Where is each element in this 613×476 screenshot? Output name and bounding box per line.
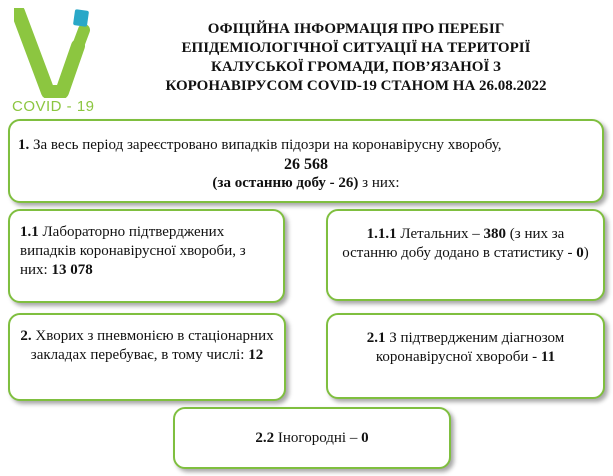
item-text: За весь період зареєстровано випадків підозри на коронавірусну хворобу, xyxy=(29,137,502,153)
title-line: ОФІЦІЙНА ІНФОРМАЦІЯ ПРО ПЕРЕБІГ xyxy=(207,21,505,37)
logo-caption: COVID - 19 xyxy=(12,98,95,115)
page-title xyxy=(112,20,600,96)
item-text: Хворих з пневмонією в стаціонарних закладах перебуває, в тому числі: xyxy=(30,328,274,363)
item-number: 2.2 xyxy=(255,430,275,446)
deaths-value: 380 xyxy=(483,226,507,242)
last-day-count: (за останню добу - 26) xyxy=(212,175,359,191)
total-suspected-value: 26 568 xyxy=(284,156,328,173)
covid-logo xyxy=(8,8,108,118)
confirmed-diagnosis-box xyxy=(326,313,605,399)
title-line: ЕПІДЕМІОЛОГІЧНОЇ СИТУАЦІЇ НА ТЕРИТОРІЇ xyxy=(181,40,531,56)
virus-v-icon xyxy=(14,8,106,98)
deaths-box xyxy=(326,209,605,301)
item-close: ) xyxy=(583,245,589,261)
item-number: 2.1 xyxy=(366,330,386,346)
item-number: 1.1 xyxy=(20,224,39,240)
total-suspected-text xyxy=(18,136,594,155)
item-text: З підтвердженим діагнозом коронавірусної хвороби - xyxy=(375,330,565,365)
lab-confirmed-box xyxy=(8,209,285,303)
nonresidents-value: 0 xyxy=(361,430,369,446)
title-line: КАЛУСЬКОЇ ГРОМАДИ, ПОВ’ЯЗАНОЇ З xyxy=(211,59,501,75)
total-suspected-box xyxy=(8,119,604,203)
deaths-added-value: 0 xyxy=(576,245,584,261)
item-suffix: з них: xyxy=(358,175,400,191)
confirmed-diagnosis-value: 11 xyxy=(540,349,556,365)
lab-confirmed-value: 13 078 xyxy=(51,262,93,278)
item-text: Летальних – xyxy=(396,226,484,242)
item-text: Лабораторно підтверджених випадків коронавірусної хвороби, з них: xyxy=(20,224,246,278)
last-day-line xyxy=(18,174,594,193)
item-number: 1. xyxy=(18,137,30,153)
title-line: КОРОНАВІРУСОМ COVID-19 СТАНОМ НА 26.08.2022 xyxy=(165,78,547,94)
pneumonia-box xyxy=(8,313,286,401)
nonresidents-box xyxy=(173,407,451,469)
pneumonia-value: 12 xyxy=(248,347,264,363)
item-number: 2. xyxy=(20,328,32,344)
item-text-after: (з них за останню добу додано в статистику - xyxy=(342,226,577,261)
item-text: Іногородні – xyxy=(274,430,362,446)
item-number: 1.1.1 xyxy=(366,226,397,242)
